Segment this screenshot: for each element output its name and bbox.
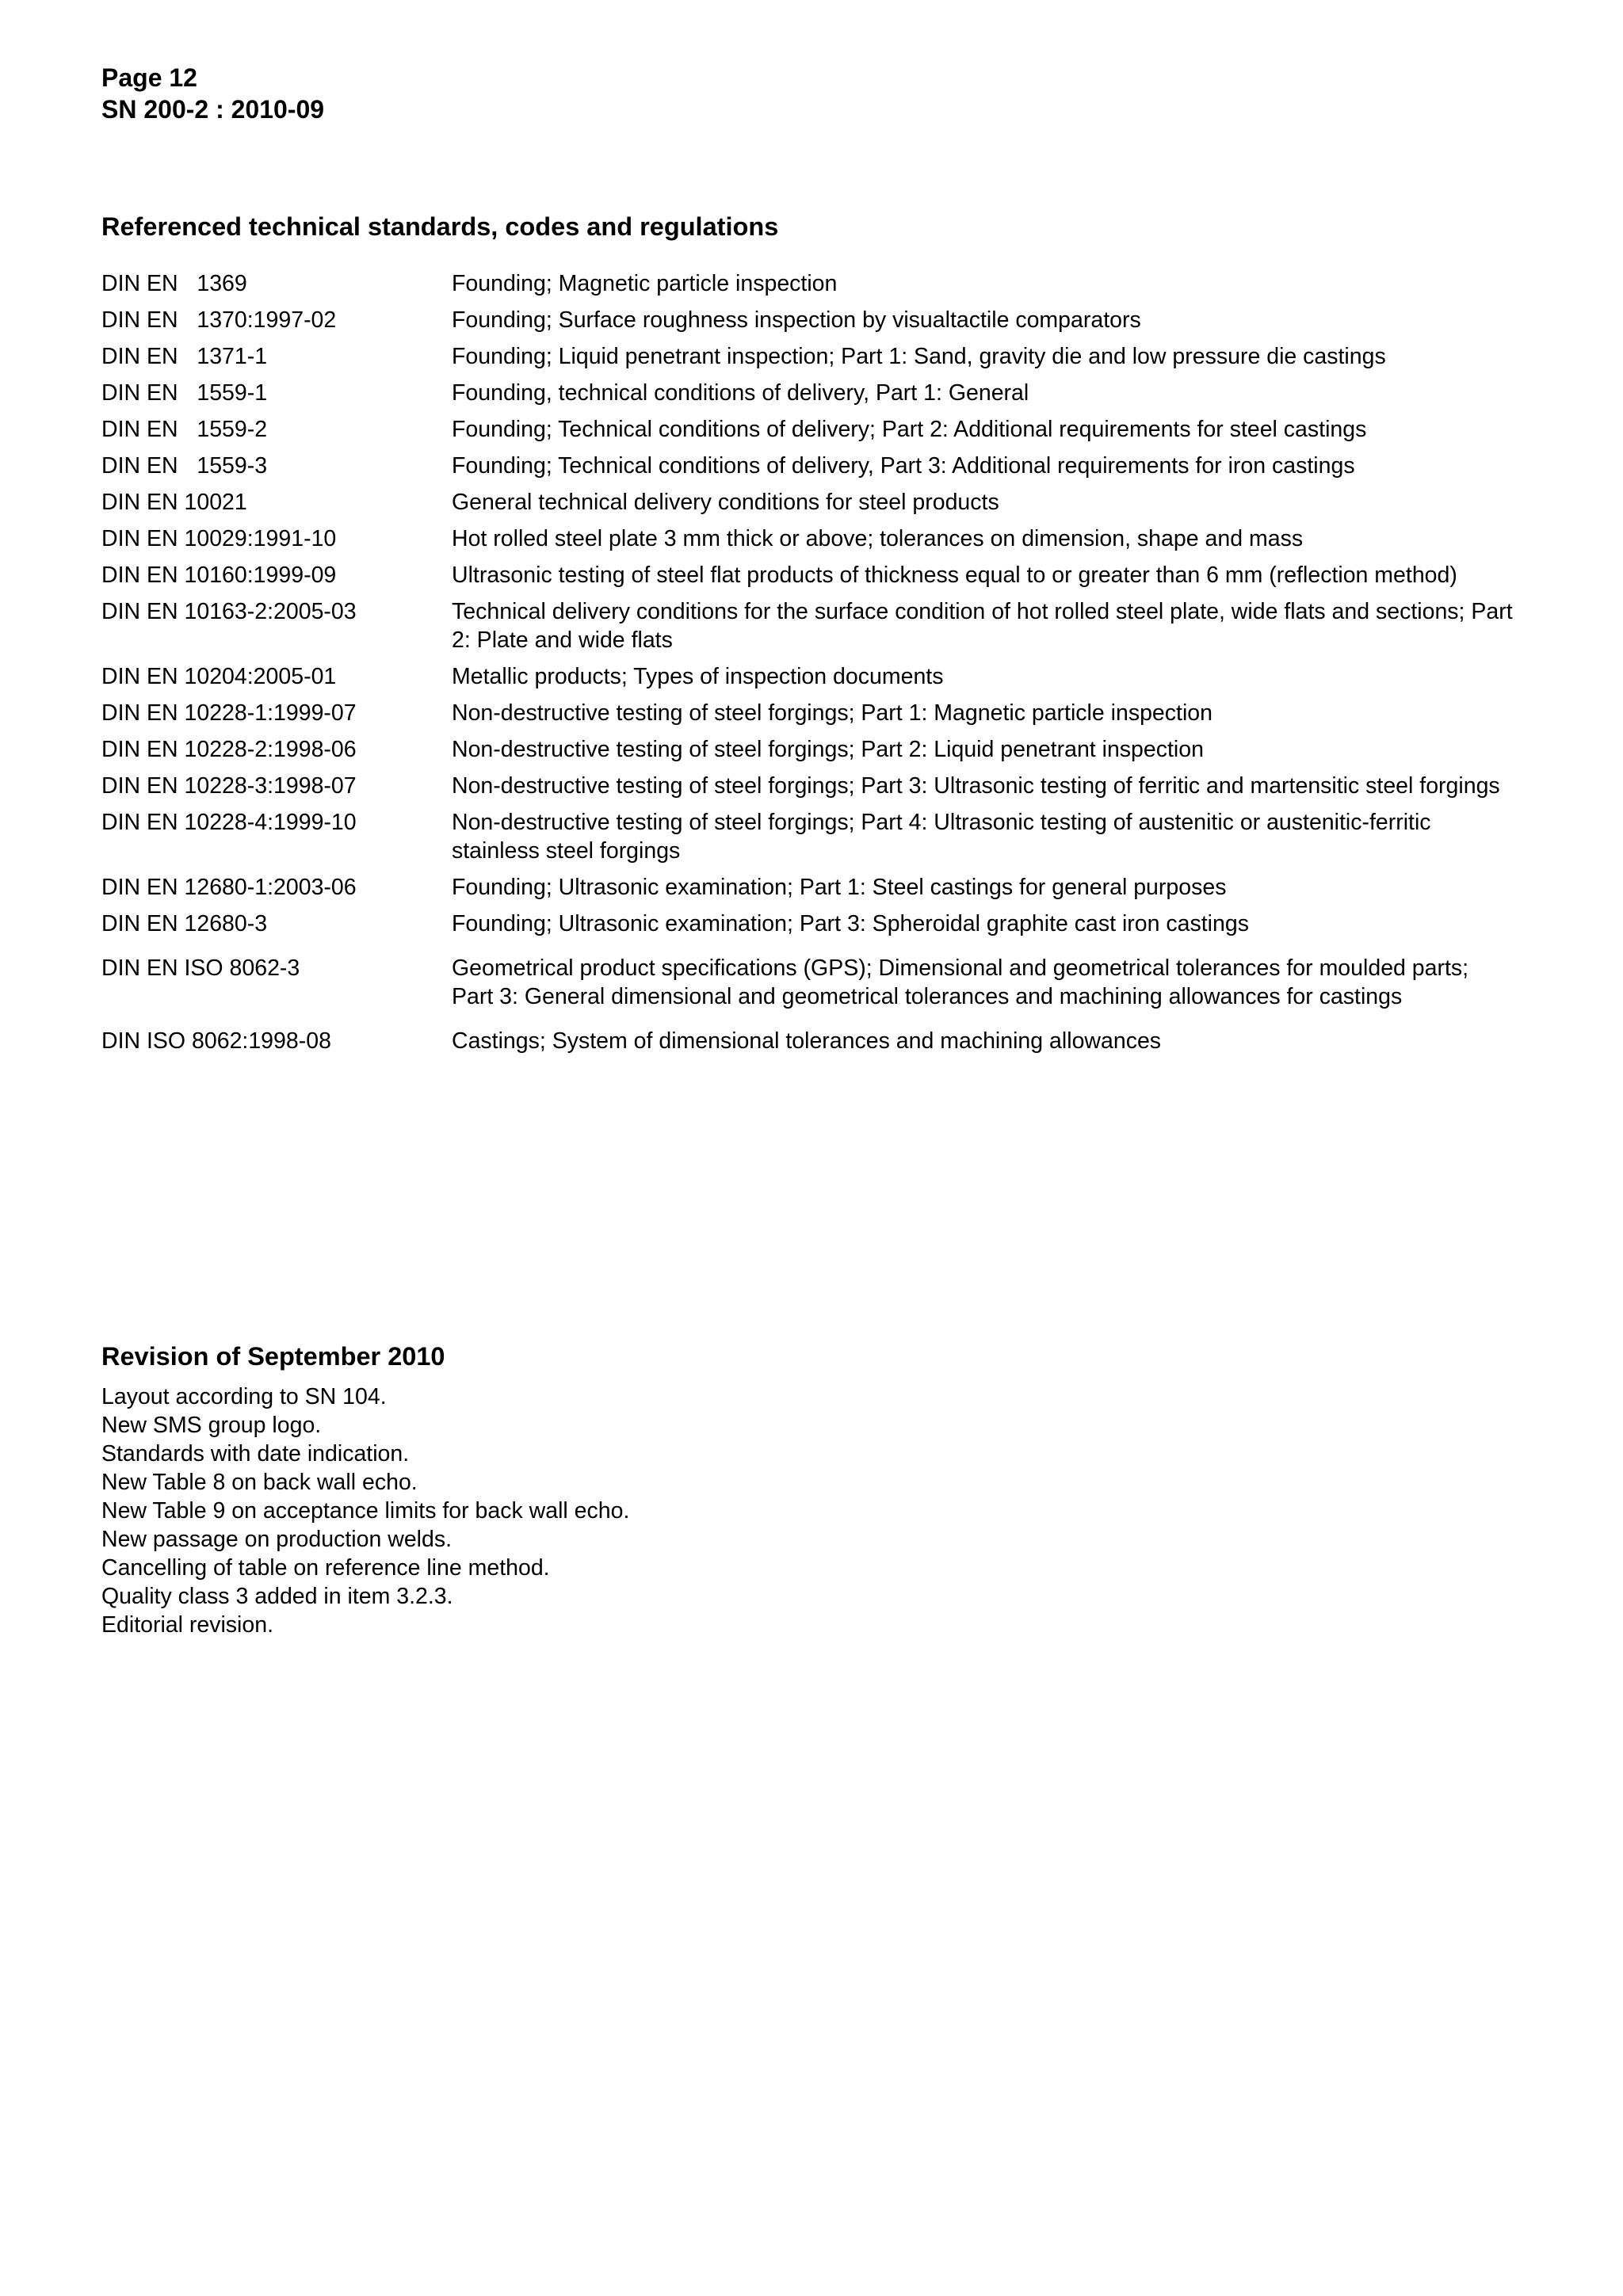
reference-description: Founding; Technical conditions of delivery; Part 2: Additional requirements for steel castings — [452, 417, 1367, 442]
reference-row — [101, 873, 1528, 902]
revision-item: Cancelling of table on reference line method. — [101, 1555, 550, 1581]
reference-code: DIN ISO 8062:1998-08 — [101, 1028, 331, 1054]
reference-description: Metallic products; Types of inspection documents — [452, 664, 944, 689]
reference-code: DIN EN 1559-3 — [101, 453, 268, 479]
reference-description: Founding; Ultrasonic examination; Part 3: Spheroidal graphite cast iron castings — [452, 911, 1249, 936]
reference-code: DIN EN 1559-1 — [101, 380, 268, 406]
reference-code: DIN EN 10228-1:1999-07 — [101, 700, 357, 726]
references-table — [101, 269, 1528, 1063]
reference-description: Non-destructive testing of steel forgings; Part 2: Liquid penetrant inspection — [452, 737, 1204, 762]
reference-description: Geometrical product specifications (GPS); Dimensional and geometrical tolerances for moulded parts; Part 3: General dimensional and geometrical tolerances and machining allowances for castings — [452, 955, 1469, 1009]
reference-row — [101, 1027, 1528, 1055]
revision-item: New Table 9 on acceptance limits for back wall echo. — [101, 1498, 630, 1524]
revision-list — [101, 1383, 629, 1639]
page-header — [101, 62, 324, 125]
reference-row — [101, 488, 1528, 517]
reference-description: Founding, technical conditions of delivery, Part 1: General — [452, 380, 1029, 406]
revision-item: New SMS group logo. — [101, 1413, 322, 1438]
reference-row — [101, 910, 1528, 938]
reference-row — [101, 662, 1528, 691]
reference-description: Technical delivery conditions for the surface condition of hot rolled steel plate, wide flats and sections; Part 2: Plate and wide flats — [452, 599, 1513, 653]
reference-row — [101, 954, 1528, 1011]
reference-description: Founding; Magnetic particle inspection — [452, 271, 838, 296]
reference-row — [101, 269, 1528, 298]
reference-description: General technical delivery conditions for steel products — [452, 490, 999, 515]
reference-code: DIN EN 1369 — [101, 271, 247, 296]
revision-item: Quality class 3 added in item 3.2.3. — [101, 1584, 453, 1609]
reference-code: DIN EN ISO 8062-3 — [101, 955, 300, 981]
references-heading: Referenced technical standards, codes and regulations — [101, 212, 779, 241]
reference-code: DIN EN 1370:1997-02 — [101, 307, 337, 333]
reference-code: DIN EN 10160:1999-09 — [101, 563, 337, 588]
reference-code: DIN EN 10228-3:1998-07 — [101, 773, 357, 799]
reference-description: Non-destructive testing of steel forgings; Part 3: Ultrasonic testing of ferritic and martensitic steel forgings — [452, 773, 1500, 799]
reference-row — [101, 452, 1528, 480]
revision-item: New passage on production welds. — [101, 1527, 453, 1552]
reference-description: Hot rolled steel plate 3 mm thick or above; tolerances on dimension, shape and mass — [452, 526, 1304, 551]
reference-row — [101, 808, 1528, 865]
reference-code: DIN EN 1371-1 — [101, 344, 268, 369]
revision-item: Editorial revision. — [101, 1612, 274, 1638]
reference-description: Ultrasonic testing of steel flat products of thickness equal to or greater than 6 mm (reflection method) — [452, 563, 1457, 588]
reference-description: Founding; Technical conditions of delivery, Part 3: Additional requirements for iron castings — [452, 453, 1355, 479]
reference-description: Founding; Ultrasonic examination; Part 1: Steel castings for general purposes — [452, 875, 1227, 900]
reference-row — [101, 379, 1528, 407]
reference-description: Non-destructive testing of steel forgings; Part 4: Ultrasonic testing of austenitic or austenitic-ferritic stainless steel forgings — [452, 810, 1431, 864]
reference-row — [101, 415, 1528, 444]
reference-code: DIN EN 10163-2:2005-03 — [101, 599, 357, 624]
reference-code: DIN EN 10228-2:1998-06 — [101, 737, 357, 762]
reference-description: Non-destructive testing of steel forgings; Part 1: Magnetic particle inspection — [452, 700, 1212, 726]
reference-row — [101, 597, 1528, 654]
reference-description: Founding; Surface roughness inspection by visualtactile comparators — [452, 307, 1141, 333]
page-number: Page 12 — [101, 63, 197, 92]
reference-row — [101, 699, 1528, 727]
reference-code: DIN EN 1559-2 — [101, 417, 268, 442]
reference-row — [101, 772, 1528, 800]
reference-code: DIN EN 12680-1:2003-06 — [101, 875, 357, 900]
reference-row — [101, 342, 1528, 371]
revision-item: New Table 8 on back wall echo. — [101, 1470, 418, 1495]
document-id: SN 200-2 : 2010-09 — [101, 95, 325, 124]
reference-code: DIN EN 10228-4:1999-10 — [101, 810, 357, 835]
reference-row — [101, 524, 1528, 553]
reference-code: DIN EN 10029:1991-10 — [101, 526, 337, 551]
reference-code: DIN EN 12680-3 — [101, 911, 268, 936]
reference-row — [101, 735, 1528, 764]
reference-description: Castings; System of dimensional tolerances and machining allowances — [452, 1028, 1162, 1054]
revision-heading: Revision of September 2010 — [101, 1342, 445, 1371]
revision-item: Layout according to SN 104. — [101, 1384, 387, 1409]
reference-code: DIN EN 10204:2005-01 — [101, 664, 337, 689]
reference-row — [101, 561, 1528, 589]
reference-row — [101, 306, 1528, 334]
reference-description: Founding; Liquid penetrant inspection; Part 1: Sand, gravity die and low pressure die castings — [452, 344, 1386, 369]
reference-code: DIN EN 10021 — [101, 490, 247, 515]
revision-item: Standards with date indication. — [101, 1441, 410, 1466]
